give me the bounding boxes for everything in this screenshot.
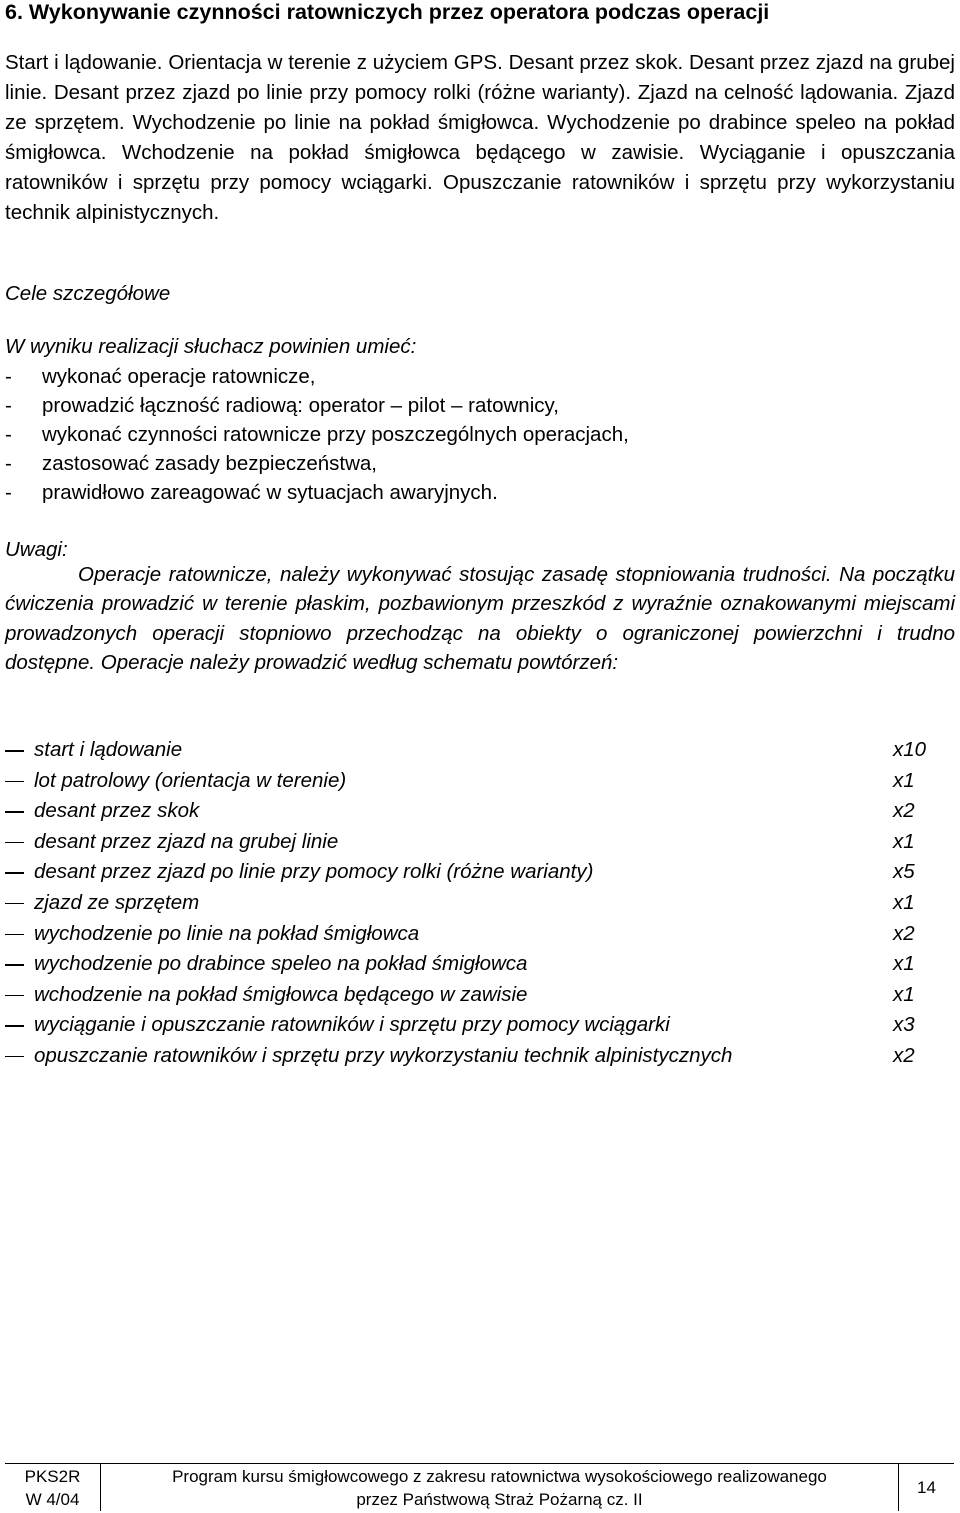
goal-item — [5, 391, 629, 420]
schedule-item-label: zjazd ze sprzętem — [34, 890, 200, 914]
goal-text: wykonać czynności ratownicze przy poszczególnych operacjach, — [42, 423, 629, 446]
goals-lead: W wyniku realizacji słuchacz powinien umieć: — [5, 335, 417, 358]
goal-dash: - — [5, 394, 12, 417]
schedule-item-count: x2 — [893, 921, 915, 945]
schedule-item-count: x1 — [893, 890, 915, 914]
schedule-item-count: x10 — [893, 738, 927, 761]
schedule-item-count: x1 — [893, 829, 915, 853]
goal-item — [5, 449, 629, 478]
schedule-item — [5, 796, 940, 827]
schedule-item-label: desant przez skok — [34, 799, 200, 823]
schedule-item — [5, 1010, 940, 1041]
goal-item — [5, 420, 629, 449]
goal-dash: - — [5, 452, 12, 475]
schedule-item-label: desant przez zjazd po linie przy pomocy rolki (różne warianty) — [34, 860, 594, 884]
schedule-item — [5, 827, 940, 858]
schedule-item — [5, 919, 940, 950]
section-intro: Start i lądowanie. Orientacja w terenie z użyciem GPS. Desant przez skok. Desant przez zjazd na grubej linie. Desant przez zjazd po linie przy pomocy rolki (różne warianty). Zjazd na celność lądowania. Zjazd ze sprzętem. Wychodzenie po linie na pokład śmigłowca. Wychodzenie po drabince speleo na pokład śmigłowca. Wchodzenie na pokład śmigłowca będącego w zawisie. Wyciąganie i opuszczania ratowników i sprzętu przy pomocy wciągarki. Opuszczanie ratowników i sprzętu przy wykorzystaniu technik alpinistycznych. — [5, 51, 955, 224]
dash-bullet-icon — [5, 781, 24, 783]
dash-bullet-icon — [5, 872, 24, 874]
goal-text: zastosować zasady bezpieczeństwa, — [42, 452, 378, 475]
schedule-item — [5, 949, 940, 980]
dash-bullet-icon — [5, 750, 24, 752]
schedule-item — [5, 980, 940, 1011]
document-code — [5, 1464, 100, 1511]
schedule-item-label: desant przez zjazd na grubej linie — [34, 829, 339, 853]
schedule-item-label: opuszczanie ratowników i sprzętu przy wykorzystaniu technik alpinistycznych — [34, 1043, 733, 1067]
goal-dash: - — [5, 365, 12, 388]
schedule-item — [5, 766, 940, 797]
schedule-item-count: x2 — [893, 799, 915, 823]
schedule-item — [5, 735, 940, 766]
schedule-item-count: x1 — [893, 982, 915, 1006]
goal-text: prowadzić łączność radiową: operator – pilot – ratownicy, — [42, 394, 559, 417]
schedule-item — [5, 857, 940, 888]
goal-item — [5, 362, 629, 391]
schedule-item-count: x1 — [893, 952, 915, 976]
document-code-line2: W 4/04 — [25, 1489, 80, 1509]
dash-bullet-icon — [5, 811, 24, 813]
notes-text: Operacje ratownicze, należy wykonywać stosując zasadę stopniowania trudności. Na początku ćwiczenia prowadzić w terenie płaskim, pozbawionym przeszkód z wyraźnie oznakowanymi miejscami prowadzonych operacji stopniowo przechodząc na obiekty o ograniczonej powierzchni i trudno dostępne. Operacje należy prowadzić według schematu powtórzeń: — [5, 563, 955, 675]
schedule-item — [5, 1041, 940, 1072]
dash-bullet-icon — [5, 903, 24, 905]
document-code-line1: PKS2R — [24, 1466, 81, 1486]
schedule-item-label: wyciąganie i opuszczanie ratowników i sprzętu przy pomocy wciągarki — [34, 1013, 670, 1037]
goal-item — [5, 478, 629, 507]
program-title — [100, 1464, 899, 1511]
schedule-item-label: wychodzenie po linie na pokład śmigłowca — [34, 921, 420, 945]
notes-title: Uwagi: — [5, 538, 68, 561]
dash-bullet-icon — [5, 964, 24, 966]
goals-list — [5, 362, 629, 507]
page-footer — [5, 1463, 954, 1511]
schedule-item-count: x2 — [893, 1043, 915, 1067]
schedule-item — [5, 888, 940, 919]
program-title-line2: przez Państwową Straż Pożarną cz. II — [356, 1489, 643, 1509]
goal-text: prawidłowo zareagować w sytuacjach awaryjnych. — [42, 481, 498, 504]
dash-bullet-icon — [5, 1056, 24, 1058]
schedule-item-count: x1 — [893, 768, 915, 792]
goals-title: Cele szczegółowe — [5, 282, 171, 305]
dash-bullet-icon — [5, 1025, 24, 1027]
dash-bullet-icon — [5, 934, 24, 936]
program-title-line1: Program kursu śmigłowcowego z zakresu ratownictwa wysokościowego realizowanego — [172, 1466, 827, 1486]
repetition-schedule — [5, 735, 940, 1072]
schedule-item-label: wychodzenie po drabince speleo na pokład śmigłowca — [34, 952, 528, 976]
schedule-item-count: x3 — [893, 1013, 915, 1037]
dash-bullet-icon — [5, 995, 24, 997]
page-number: 14 — [917, 1478, 936, 1497]
schedule-item-label: lot patrolowy (orientacja w terenie) — [34, 768, 347, 792]
dash-bullet-icon — [5, 842, 24, 844]
schedule-item-count: x5 — [893, 860, 915, 884]
goal-dash: - — [5, 423, 12, 446]
schedule-item-label: start i lądowanie — [34, 738, 183, 761]
section-heading: 6. Wykonywanie czynności ratowniczych przez operatora podczas operacji — [5, 0, 770, 24]
schedule-item-label: wchodzenie na pokład śmigłowca będącego w zawisie — [34, 982, 528, 1006]
goal-text: wykonać operacje ratownicze, — [42, 365, 316, 388]
goal-dash: - — [5, 481, 12, 504]
